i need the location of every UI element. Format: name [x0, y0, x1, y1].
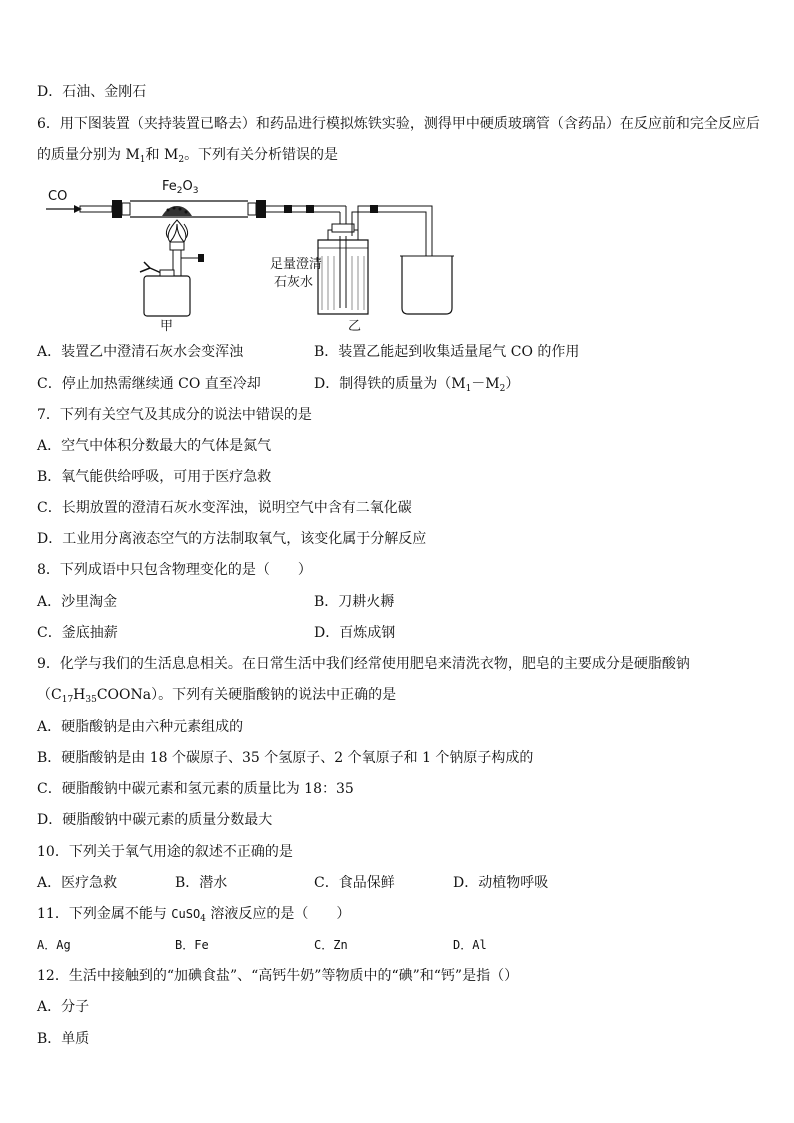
q9-stem-line2: $(C_{17}H_{35}COONa)$。下列有关硬脂酸钠的说法中正确的是 — [37, 687, 397, 705]
q9-option-d: D．硬脂酸钠中碳元素的质量分数最大 — [37, 812, 273, 828]
q8-option-a: A．沙里淘金 — [37, 594, 118, 610]
q11-option-d: D．Al — [453, 938, 487, 952]
q10-option-c: C．食品保鲜 — [314, 875, 395, 891]
q6-stem-line1: 6．用下图装置（夹持装置已略去）和药品进行模拟炼铁实验，测得甲中硬质玻璃管（含药品）在反应前和完全反应后 — [37, 116, 760, 132]
q11-option-c: C．Zn — [314, 938, 348, 952]
experiment-apparatus-figure — [40, 176, 470, 336]
co-arrow-icon — [46, 205, 82, 213]
lime-water-label-2: 石灰水 — [274, 275, 314, 290]
q6-stem-line2: 的质量分别为 $M_1$和 $M_2$。下列有关分析错误的是 — [37, 147, 339, 165]
q8-stem: 8．下列成语中只包含物理变化的是（ ） — [37, 562, 312, 578]
q9-option-a: A．硬脂酸钠是由六种元素组成的 — [37, 719, 244, 735]
q7-option-c: C．长期放置的澄清石灰水变浑浊，说明空气中含有二氧化碳 — [37, 500, 412, 516]
q8-option-b: B．刀耕火耨 — [314, 594, 395, 610]
q6-option-d: D．制得铁的质量为$(M_1-M_2)$ — [314, 376, 520, 394]
q8-option-c: C．釜底抽薪 — [37, 625, 118, 641]
left-stopper — [112, 200, 122, 218]
q7-stem: 7．下列有关空气及其成分的说法中错误的是 — [37, 407, 312, 423]
inlet-tube — [80, 206, 112, 212]
q12-option-b: B．单质 — [37, 1031, 90, 1047]
q11-option-a: A．Ag — [37, 938, 71, 952]
q6-option-b: B．装置乙能起到收集适量尾气 CO 的作用 — [314, 344, 580, 360]
q10-option-b: B．潜水 — [175, 875, 228, 891]
lime-water-label-1: 足量澄清 — [270, 257, 323, 272]
q9-stem-line1: 9．化学与我们的生活息息相关。在日常生活中我们经常使用肥皂来清洗衣物，肥皂的主要成分是硬脂酸钠 — [37, 656, 690, 672]
rubber-connector — [306, 205, 314, 213]
q9-option-c: C．硬脂酸钠中碳元素和氢元素的质量比为 18：35 — [37, 781, 354, 797]
jia-label: 甲 — [160, 319, 174, 334]
right-stopper — [256, 200, 266, 218]
q12-stem: 12．生活中接触到的“加碘食盐”、“高钙牛奶”等物质中的“碘”和“钙”是指（） — [37, 968, 519, 984]
q10-option-d: D．动植物呼吸 — [453, 875, 549, 891]
q7-option-a: A．空气中体积分数最大的气体是氮气 — [37, 438, 272, 454]
q5-option-d: D．石油、金刚石 — [37, 84, 147, 100]
rubber-connector — [370, 205, 378, 213]
beaker — [402, 256, 452, 314]
q6-option-a: A．装置乙中澄清石灰水会变浑浊 — [37, 344, 244, 360]
alcohol-burner — [140, 242, 204, 316]
q7-option-d: D．工业用分离液态空气的方法制取氧气，该变化属于分解反应 — [37, 531, 427, 547]
q10-stem: 10．下列关于氧气用途的叙述不正确的是 — [37, 844, 293, 860]
q8-option-d: D．百炼成钢 — [314, 625, 396, 641]
rubber-connector — [284, 205, 292, 213]
q12-option-a: A．分子 — [37, 999, 90, 1015]
q11-stem: 11．下列金属不能与 CuSO$_4$ 溶液反应的是（ ） — [37, 906, 351, 924]
q11-option-b: B．Fe — [175, 938, 209, 952]
q7-option-b: B．氧气能供给呼吸，可用于医疗急救 — [37, 469, 272, 485]
wash-bottle — [318, 224, 368, 314]
fe2o3-label: $Fe_2O_3$ — [162, 179, 199, 196]
flame-icon — [166, 220, 187, 242]
yi-label: 乙 — [348, 319, 362, 334]
q6-option-c: C．停止加热需继续通 CO 直至冷却 — [37, 376, 261, 392]
fe2o3-powder — [162, 206, 192, 216]
q9-option-b: B．硬脂酸钠是由 18 个碳原子、35 个氢原子、2 个氧原子和 1 个钠原子构成的 — [37, 750, 534, 766]
q10-option-a: A．医疗急救 — [37, 875, 118, 891]
co-label: CO — [48, 189, 68, 204]
